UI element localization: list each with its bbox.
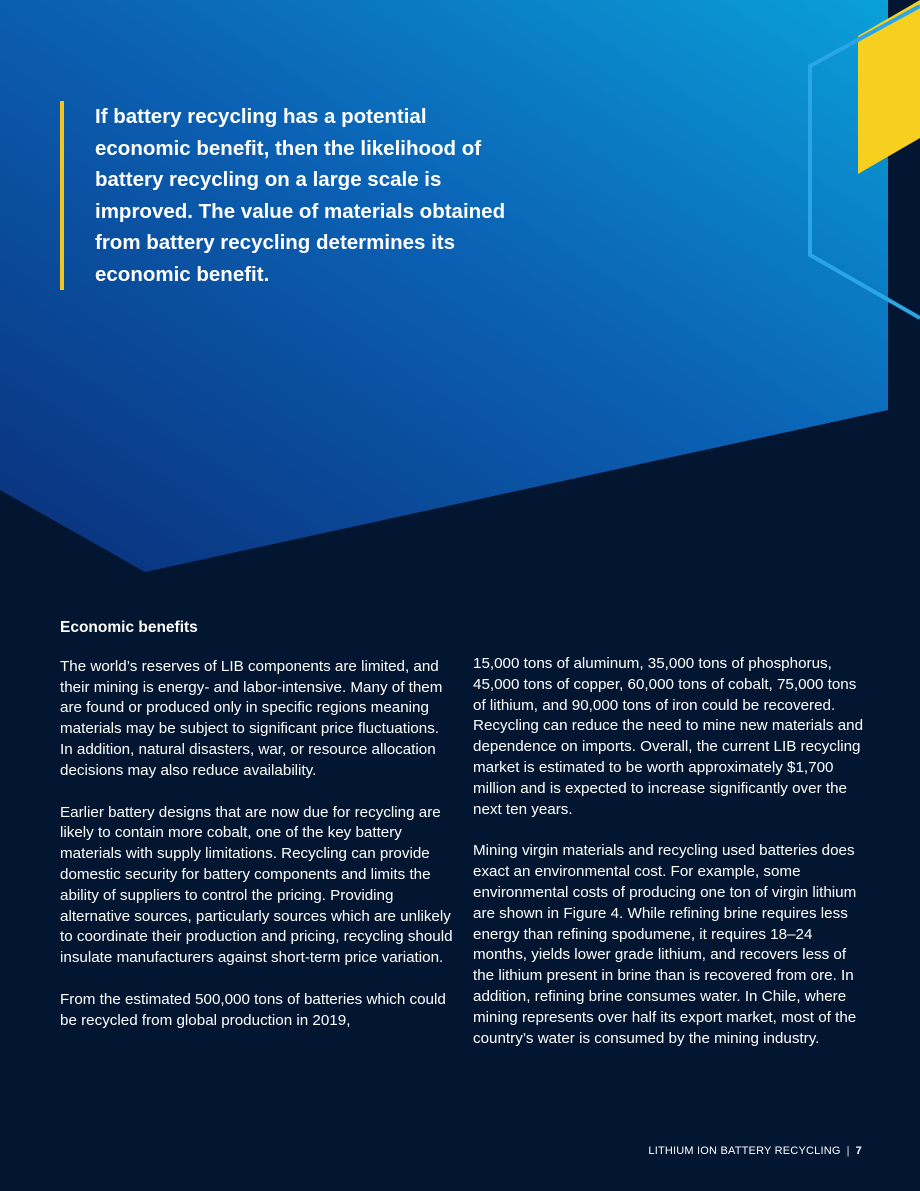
- paragraph: Earlier battery designs that are now due for recycling are likely to contain more cobalt, one of the key battery materials with supply limitations. Recycling can provide domestic security for battery components and limits the ability of suppliers to control the pricing. Providing alternative sources, particularly sources which are unlikely to coordinate their production and pricing, recycling should insulate manufacturers against short-term price variation.: [60, 803, 453, 967]
- paragraph: 15,000 tons of aluminum, 35,000 tons of phosphorus, 45,000 tons of copper, 60,000 tons of cobalt, 75,000 tons of lithium, and 90,000 tons of iron could be recovered. Recycling can reduce the need to mine new materials and dependence on imports. Overall, the current LIB recycling market is estimated to be worth approximately $1,700 million and is expected to increase significantly over the next ten years.: [473, 655, 864, 818]
- footer-title: LITHIUM ION BATTERY RECYCLING: [648, 1145, 841, 1157]
- right-column: [473, 654, 865, 1070]
- paragraph: The world’s reserves of LIB components are limited, and their mining is energy- and labor-intensive. Many of them are found or produced only in specific regions meaning materials may be subject to significant price fluctuations. In addition, natural disasters, war, or resource allocation decisions may also reduce availability.: [60, 657, 443, 779]
- page-footer: [648, 1145, 862, 1157]
- footer-separator: |: [846, 1145, 850, 1157]
- paragraph: From the estimated 500,000 tons of batteries which could be recycled from global production in 2019,: [60, 990, 446, 1029]
- paragraph: Mining virgin materials and recycling used batteries does exact an environmental cost. For example, some environmental costs of producing one ton of virgin lithium are shown in Figure 4. While refining brine requires less energy than refining spodumene, it requires 18–24 months, yields lower grade lithium, and recovers less of the lithium present in brine than is recovered from ore. In addition, refining brine consumes water. In Chile, where mining represents over half its export market, most of the country’s water is consumed by the mining industry.: [473, 842, 857, 1047]
- left-column: [60, 618, 455, 1053]
- section-heading: Economic benefits: [60, 619, 198, 636]
- page-number: 7: [855, 1145, 862, 1157]
- pull-quote: If battery recycling has a potential economic benefit, then the likelihood of battery recycling on a large scale is improved. The value of materials obtained from battery recycling determines its economic benefit.: [60, 101, 525, 290]
